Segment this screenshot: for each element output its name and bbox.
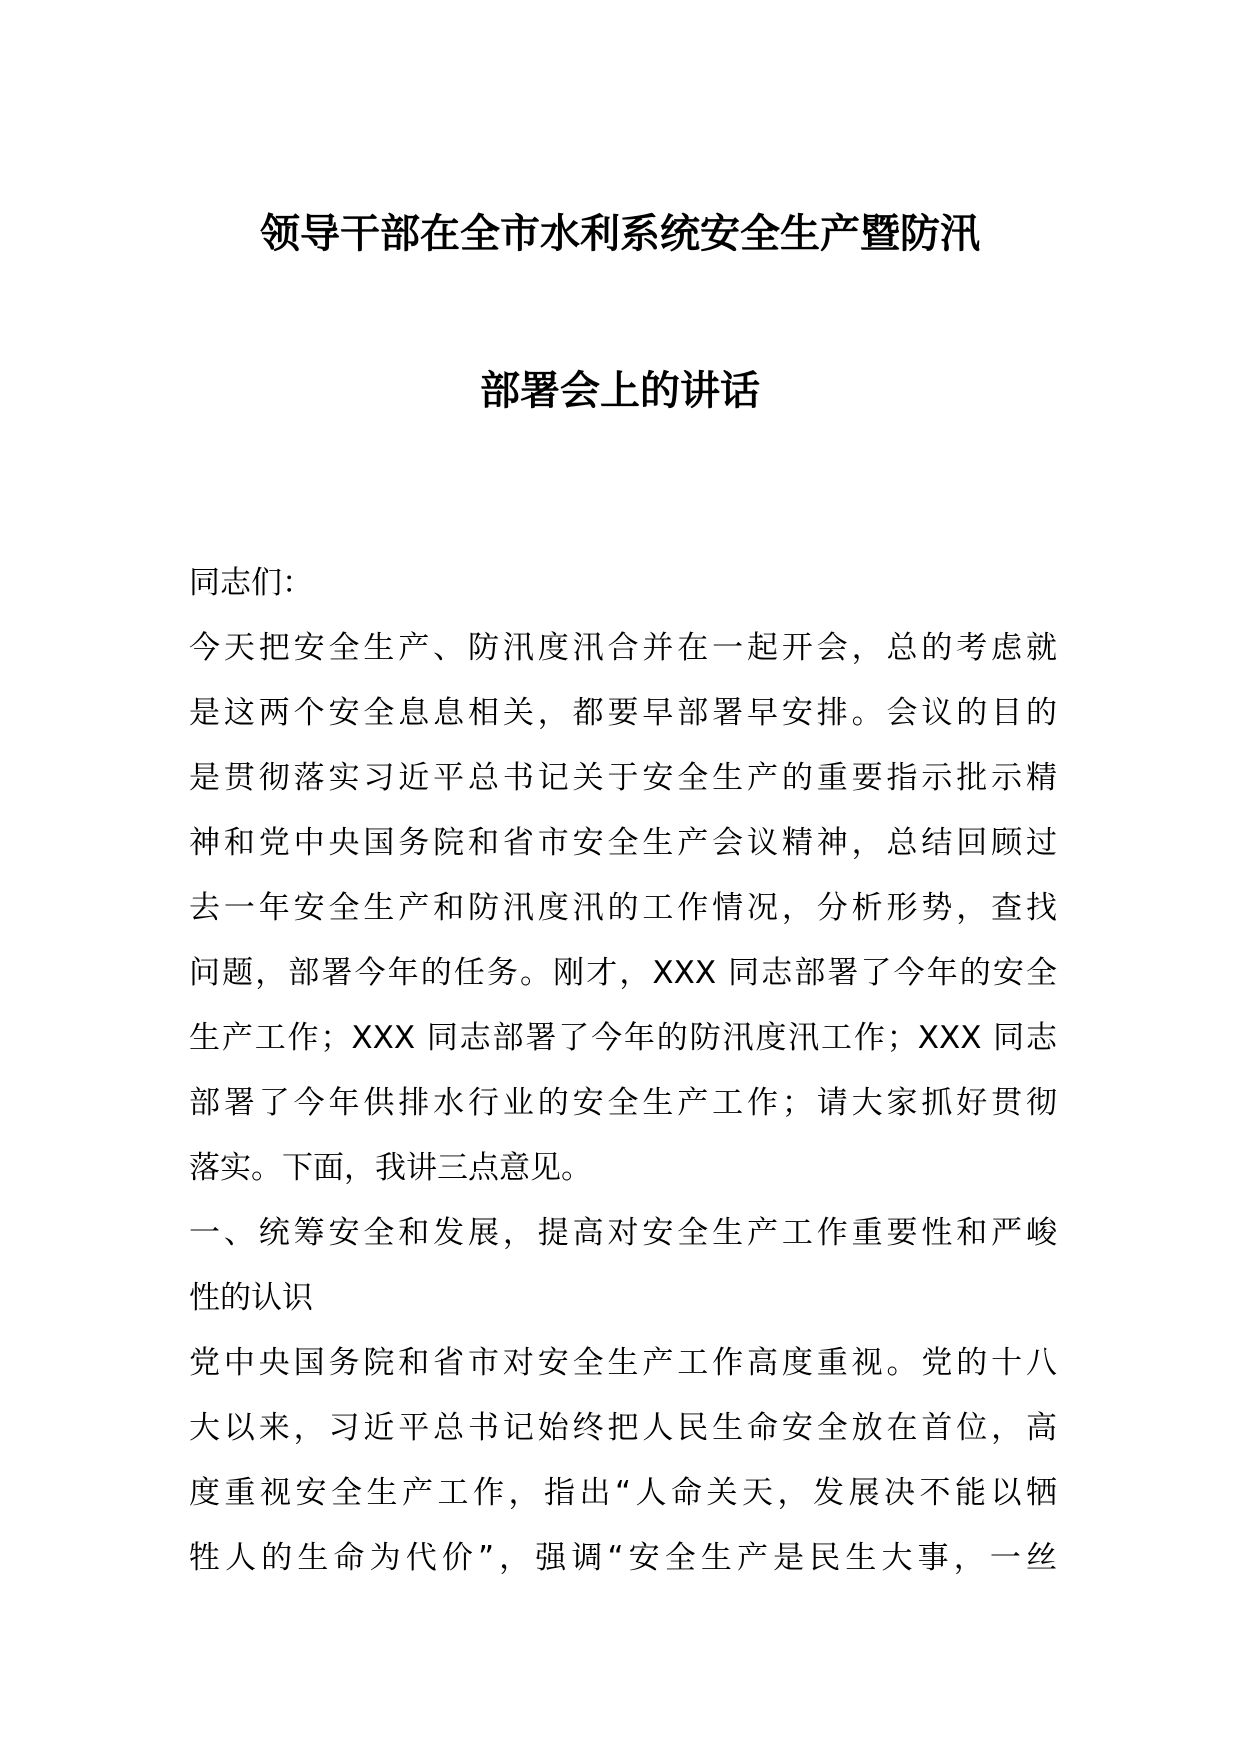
paragraph-line: 牲人的生命为代价”，强调“安全生产是民生大事，一丝	[189, 1540, 1057, 1576]
section-heading-line: 性的认识	[189, 1280, 313, 1316]
paragraph-line: 落实。下面，我讲三点意见。	[189, 1150, 592, 1186]
paragraph-line: 问题，部署今年的任务。刚才，XXX 同志部署了今年的安全	[189, 955, 1057, 991]
paragraph-line: 度重视安全生产工作，指出“人命关天，发展决不能以牺	[189, 1475, 1057, 1511]
paragraph-line: 大以来，习近平总书记始终把人民生命安全放在首位，高	[189, 1410, 1057, 1446]
document-title-line-2: 部署会上的讲话	[480, 368, 760, 414]
paragraph-line: 神和党中央国务院和省市安全生产会议精神，总结回顾过	[189, 825, 1057, 861]
paragraph-line: 去一年安全生产和防汛度汛的工作情况，分析形势，查找	[189, 890, 1057, 926]
document-body	[189, 551, 1057, 1591]
section-heading-line: 一、统筹安全和发展，提高对安全生产工作重要性和严峻	[189, 1215, 1057, 1251]
paragraph-line: 是这两个安全息息相关，都要早部署早安排。会议的目的	[189, 695, 1057, 731]
paragraph-line: 生产工作；XXX 同志部署了今年的防汛度汛工作；XXX 同志	[189, 1020, 1057, 1056]
paragraph-line: 是贯彻落实习近平总书记关于安全生产的重要指示批示精	[189, 760, 1057, 796]
paragraph-line: 今天把安全生产、防汛度汛合并在一起开会，总的考虑就	[189, 630, 1057, 666]
salutation: 同志们：	[189, 565, 313, 601]
paragraph-line: 党中央国务院和省市对安全生产工作高度重视。党的十八	[189, 1345, 1057, 1381]
document-title-line-1: 领导干部在全市水利系统安全生产暨防汛	[260, 211, 980, 257]
paragraph-line: 部署了今年供排水行业的安全生产工作；请大家抓好贯彻	[189, 1085, 1057, 1121]
